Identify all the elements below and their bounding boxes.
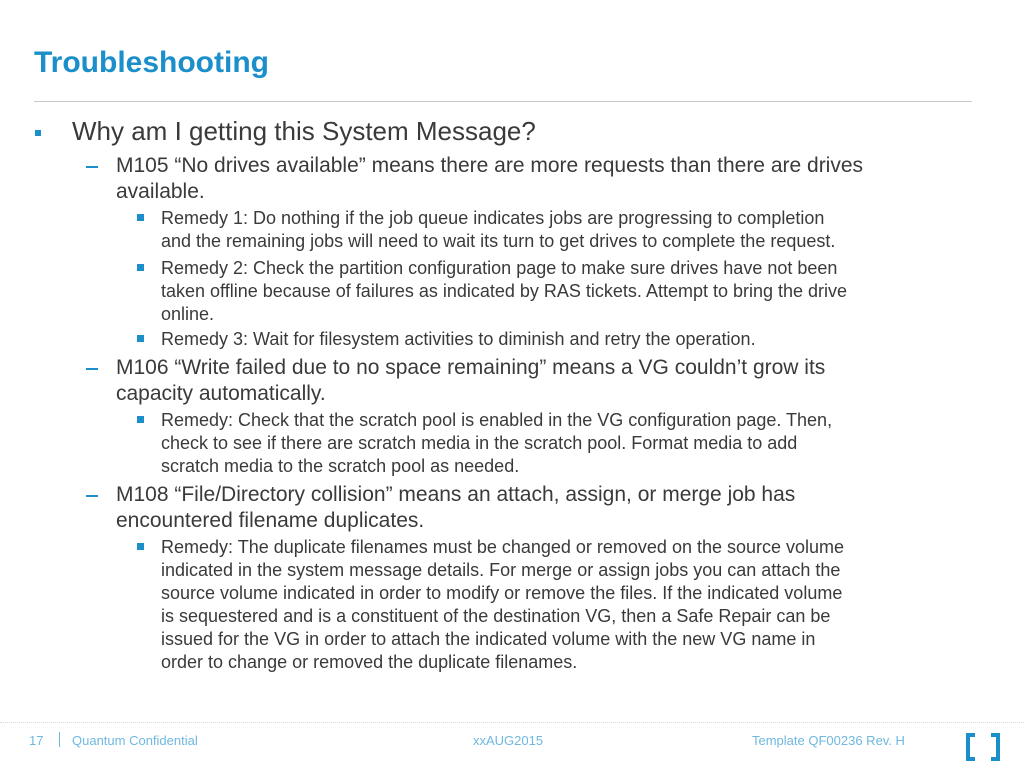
remedy-line: Remedy 3: Wait for filesystem activities to diminish and retry the operation. [161,329,756,349]
bullet-square-icon [35,130,41,136]
date-label: xxAUG2015 [473,733,544,748]
m105-line-1: M105 “No drives available” means there are more requests than there are drives [116,154,864,177]
m106-remedy [161,409,996,478]
remedy-line: check to see if there are scratch media in the scratch pool. Format media to add [161,433,798,453]
remedy-line: Remedy: The duplicate filenames must be changed or removed on the source volume [161,537,845,557]
m108-text [116,482,996,534]
confidential-label: Quantum Confidential [72,733,198,748]
remedy-line: taken offline because of failures as indicated by RAS tickets. Attempt to bring the drive [161,281,848,301]
remedy-line: Remedy 1: Do nothing if the job queue indicates jobs are progressing to completion [161,208,825,228]
m108-line-1: M108 “File/Directory collision” means an attach, assign, or merge job has [116,483,796,506]
m105-remedy-2 [161,257,996,326]
remedy-line: issued for the VG in order to attach the indicated volume with the new VG name in [161,629,816,649]
footer-separator [59,732,60,747]
remedy-line: Remedy 2: Check the partition configuration page to make sure drives have not been [161,258,838,278]
m105-text [116,153,996,205]
template-label: Template QF00236 Rev. H [752,733,905,748]
dash-bullet-icon [86,166,98,168]
slide-title: Troubleshooting [34,46,269,79]
bullet-square-icon [137,416,144,423]
m108-line-2: encountered filename duplicates. [116,509,425,532]
page-number: 17 [29,733,44,748]
dash-bullet-icon [86,495,98,497]
footer-divider [0,722,1024,723]
bullet-square-icon [137,543,144,550]
remedy-line: Remedy: Check that the scratch pool is enabled in the VG configuration page. Then, [161,410,833,430]
m105-line-2: available. [116,180,205,203]
title-divider [34,101,972,102]
remedy-line: scratch media to the scratch pool as needed. [161,456,520,476]
m106-line-1: M106 “Write failed due to no space remaining” means a VG couldn’t grow its [116,356,826,379]
remedy-line: online. [161,304,215,324]
remedy-line: indicated in the system message details. For merge or assign jobs you can attach the [161,560,841,580]
quantum-logo-icon [965,733,1001,761]
m108-remedy [161,536,996,674]
remedy-line: source volume indicated in order to modify or remove the files. If the indicated volume [161,583,843,603]
m105-remedy-3 [161,328,996,351]
m105-remedy-1 [161,207,996,253]
remedy-line: order to change or removed the duplicate filenames. [161,652,578,672]
remedy-line: is sequestered and is a constituent of the destination VG, then a Safe Repair can be [161,606,831,626]
bullet-square-icon [137,214,144,221]
m106-line-2: capacity automatically. [116,382,326,405]
question-heading: Why am I getting this System Message? [72,116,536,146]
dash-bullet-icon [86,368,98,370]
m106-text [116,355,996,407]
bullet-square-icon [137,264,144,271]
remedy-line: and the remaining jobs will need to wait its turn to get drives to complete the request. [161,231,836,251]
bullet-square-icon [137,335,144,342]
